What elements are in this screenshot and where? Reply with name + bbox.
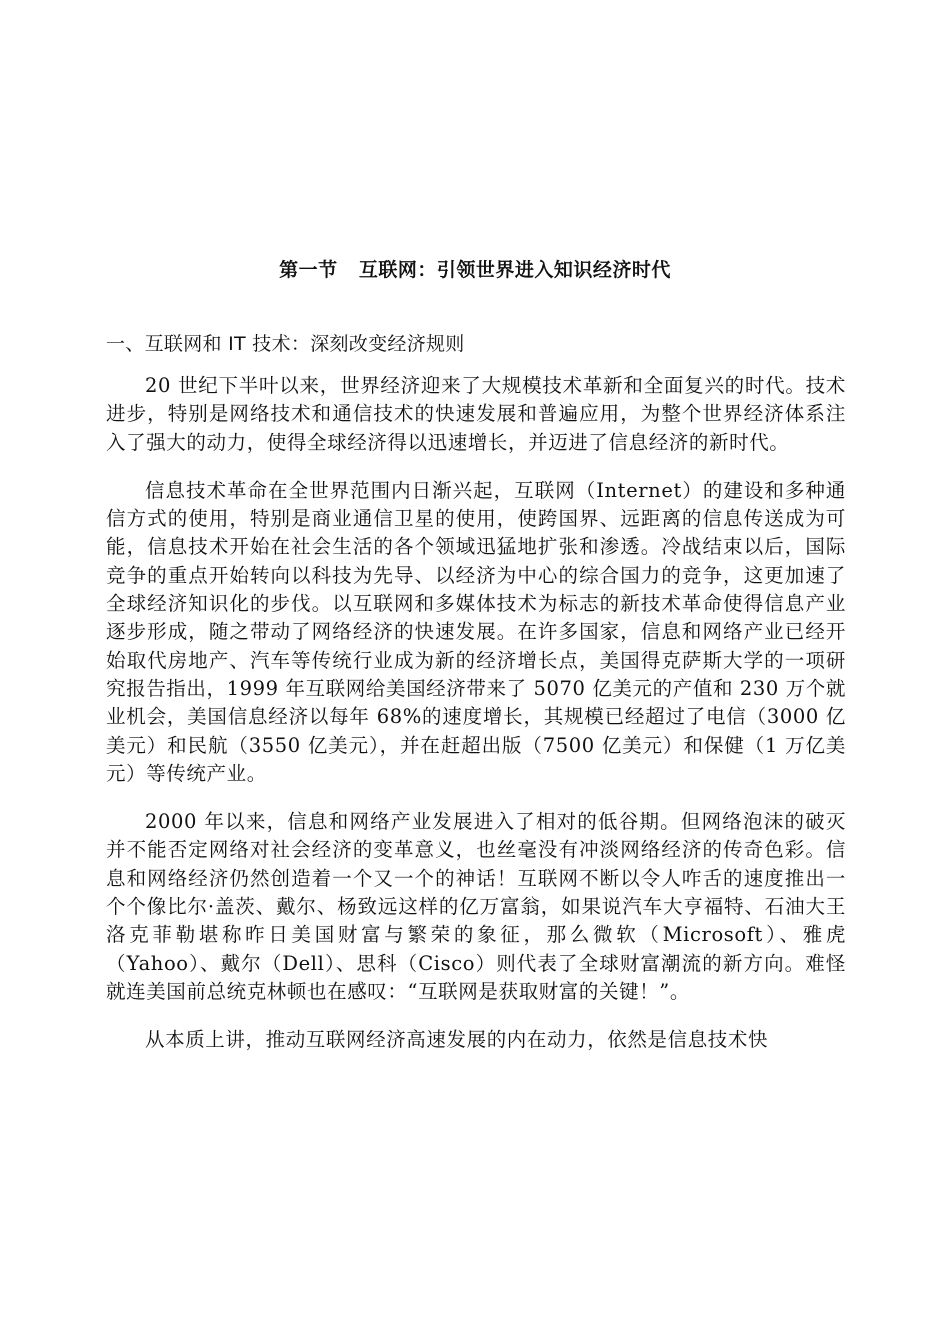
section-title: 第一节 互联网：引领世界进入知识经济时代: [279, 259, 671, 281]
subsection-title: 一、互联网和 IT 技术：深刻改变经济规则: [106, 333, 465, 355]
paragraph-1: 20 世纪下半叶以来，世界经济迎来了大规模技术革新和全面复兴的时代。技术进步，特别是网络技术和通信技术的快速发展和普遍应用，为整个世界经济体系注入了强大的动力，使得全球经济得以迅速增长，并迈进了信息经济的新时代。: [106, 374, 846, 454]
body-text: [106, 372, 846, 1075]
paragraph-2: 信息技术革命在全世界范围内日渐兴起，互联网（Internet）的建设和多种通信方式的使用，特别是商业通信卫星的使用，使跨国界、远距离的信息传送成为可能，信息技术开始在社会生活的各个领域迅猛地扩张和渗透。冷战结束以后，国际竞争的重点开始转向以科技为先导、以经济为中心的综合国力的竞争，这更加速了全球经济知识化的步伐。以互联网和多媒体技术为标志的新技术革命使得信息产业逐步形成，随之带动了网络经济的快速发展。在许多国家，信息和网络产业已经开始取代房地产、汽车等传统行业成为新的经济增长点，美国得克萨斯大学的一项研究报告指出，1999 年互联网给美国经济带来了 5070 亿美元的产值和 230 万个就业机会，美国信息经济以每年 68%的速度增长，其规模已经超过了电信（3000 亿美元）和民航（3550 亿美元），并在赶超出版（7500 亿美元）和保健（1 万亿美元）等传统产业。: [106, 478, 846, 785]
paragraph-4: 从本质上讲，推动互联网经济高速发展的内在动力，依然是信息技术快: [145, 1028, 769, 1052]
paragraph-3: 2000 年以来，信息和网络产业发展进入了相对的低谷期。但网络泡沫的破灭并不能否定网络对社会经济的变革意义，也丝毫没有冲淡网络经济的传奇色彩。信息和网络经济仍然创造着一个又一个的神话！互联网不断以令人咋舌的速度推出一个个像比尔·盖茨、戴尔、杨致远这样的亿万富翁，如果说汽车大亨福特、石油大王洛克菲勒堪称昨日美国财富与繁荣的象征，那么微软（Microsoft）、雅虎（Yahoo）、戴尔（Dell）、思科（Cisco）则代表了全球财富潮流的新方向。难怪就连美国前总统克林顿也在感叹：“互联网是获取财富的关键！”。: [106, 810, 846, 1003]
